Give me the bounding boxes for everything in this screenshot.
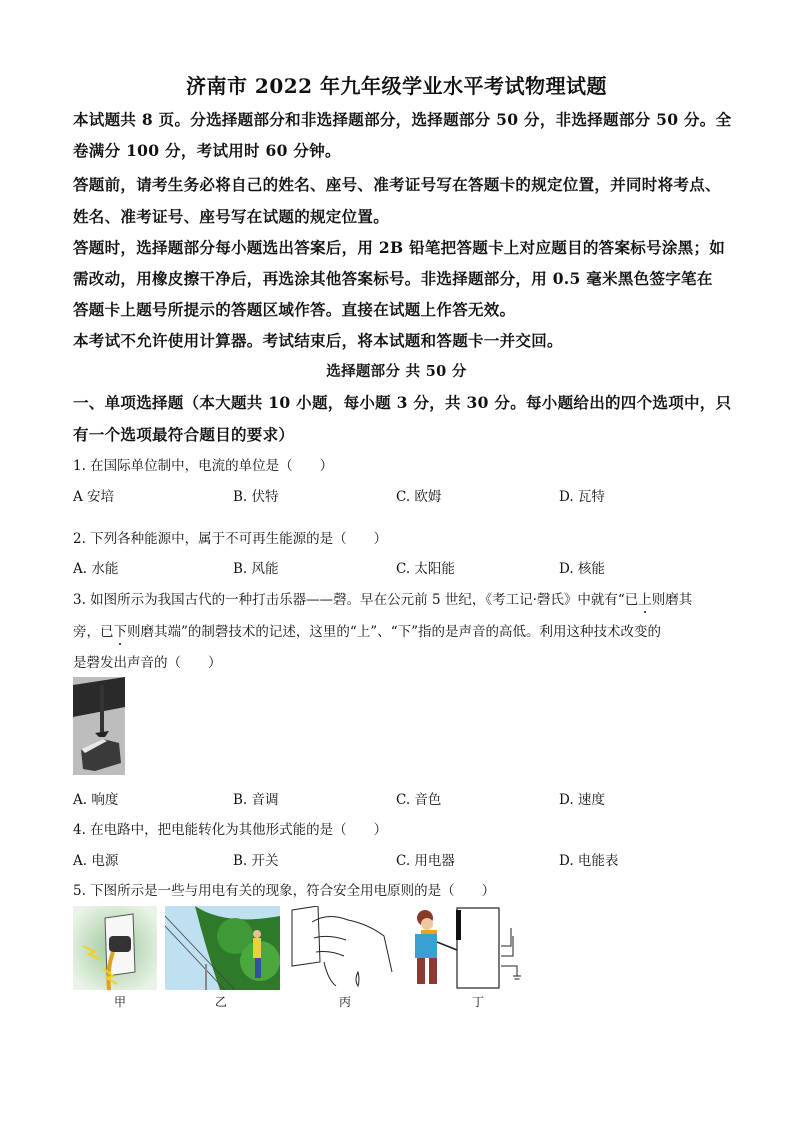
page-title: 济南市 2022 年九年级学业水平考试物理试题: [185, 74, 608, 98]
q2-option-b: B. 风能: [233, 561, 279, 577]
figure-caption-jia: 甲: [113, 995, 126, 1009]
emphasis-char: 下: [114, 620, 128, 640]
q2-option-a: A. 水能: [73, 561, 119, 577]
q1-option-d: D. 瓦特: [559, 489, 605, 505]
tree-near-power-line-figure: [165, 906, 280, 990]
q3-option-a: A. 响度: [73, 792, 119, 808]
figure-caption-yi: 乙: [214, 995, 227, 1009]
question-4-stem: 4. 在电路中，把电能转化为其他形式能的是（ ）: [73, 822, 388, 838]
emphasis-char: 上: [638, 588, 652, 608]
q4-option-c: C. 用电器: [396, 853, 455, 869]
stem-text: 3. 如图所示为我国古代的一种打击乐器——磬。早在公元前 5 世纪，《考工记·磬氏》中就有“已: [73, 592, 639, 608]
question-5-stem: 5. 下图所示是一些与用电有关的现象，符合安全用电原则的是（ ）: [73, 883, 496, 899]
instruction-line: 本考试不允许使用计算器。考试结束后，将本试题和答题卡一并交回。: [73, 331, 563, 350]
fridge-grounding-figure: [407, 906, 527, 990]
damaged-plug-icon: [73, 906, 157, 990]
damaged-plug-figure: [73, 906, 157, 990]
q2-option-c: C. 太阳能: [396, 561, 455, 577]
chime-stone-photo: [73, 677, 125, 775]
q4-option-b: B. 开关: [233, 853, 279, 869]
q1-option-a: A 安培: [73, 489, 115, 505]
question-3-stem-line-3: 是磬发出声音的（ ）: [73, 655, 222, 671]
instruction-line: 卷满分 100 分，考试用时 60 分钟。: [73, 141, 341, 160]
part-heading: 有一个选项最符合题目的要求）: [73, 425, 295, 444]
stem-text: 则磨其端”的制磬技术的记述，这里的“上”、“下”指的是声音的高低。利用这种技术改变的: [127, 624, 662, 640]
instruction-line: 答题前，请考生务必将自己的姓名、座号、准考证号写在答题卡的规定位置，并同时将考点、: [73, 175, 721, 194]
instruction-line: 姓名、准考证号、座号写在试题的规定位置。: [73, 207, 390, 226]
fridge-person-icon: [407, 906, 527, 990]
wet-hand-socket-figure: [288, 906, 398, 990]
section-heading: 选择题部分 共 50 分: [326, 363, 467, 380]
q4-option-a: A. 电源: [73, 853, 119, 869]
question-3-stem-line-2: [73, 620, 661, 640]
instruction-line: 本试题共 8 页。分选择题部分和非选择题部分，选择题部分 50 分，非选择题部分 50 分。全: [73, 110, 732, 129]
question-1-stem: 1. 在国际单位制中，电流的单位是（ ）: [73, 458, 334, 474]
tree-power-line-icon: [165, 906, 280, 990]
question-2-stem: 2. 下列各种能源中，属于不可再生能源的是（ ）: [73, 531, 388, 547]
hand-socket-icon: [288, 906, 398, 990]
q1-option-c: C. 欧姆: [396, 489, 442, 505]
instruction-line: 需改动，用橡皮擦干净后，再选涂其他答案标号。非选择题部分，用 0.5 毫米黑色签字笔在: [73, 269, 713, 288]
chime-stone-icon: [73, 677, 125, 775]
stem-text: 旁，已: [73, 624, 114, 640]
question-3-stem-line-1: [73, 588, 692, 608]
q4-option-d: D. 电能表: [559, 853, 619, 869]
figure-caption-ding: 丁: [471, 995, 484, 1009]
stem-text: 则磨其: [651, 592, 693, 608]
instruction-line: 答题时，选择题部分每小题选出答案后，用 2B 铅笔把答题卡上对应题目的答案标号涂黑；如: [73, 238, 726, 257]
q3-option-b: B. 音调: [233, 792, 279, 808]
q1-option-b: B. 伏特: [233, 489, 279, 505]
q2-option-d: D. 核能: [559, 561, 605, 577]
instruction-line: 答题卡上题号所提示的答题区域作答。直接在试题上作答无效。: [73, 300, 516, 319]
q3-option-d: D. 速度: [559, 792, 605, 808]
part-heading: 一、单项选择题（本大题共 10 小题，每小题 3 分，共 30 分。每小题给出的四个选项中，只: [73, 393, 732, 412]
q3-option-c: C. 音色: [396, 792, 442, 808]
figure-caption-bing: 丙: [338, 995, 351, 1009]
